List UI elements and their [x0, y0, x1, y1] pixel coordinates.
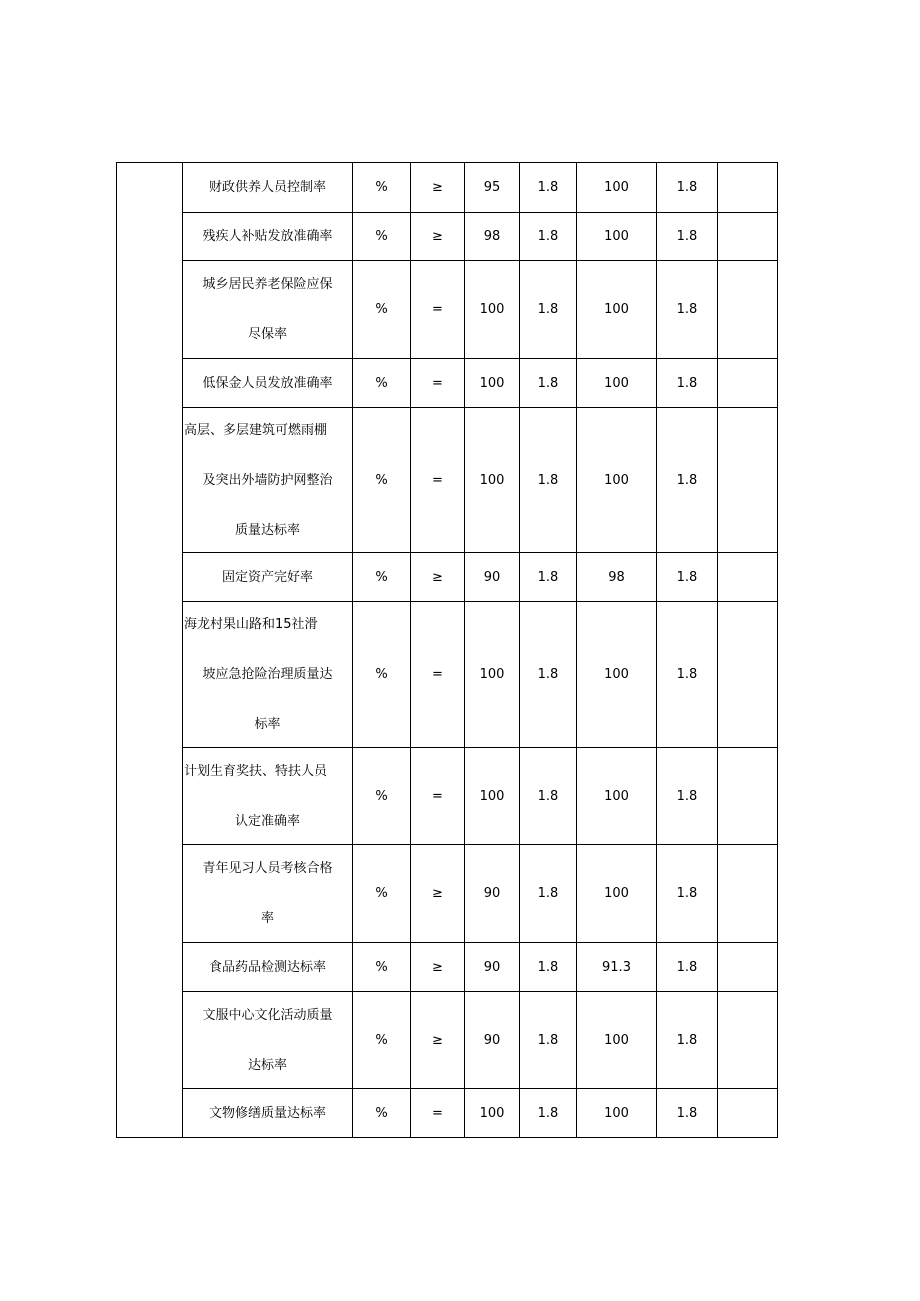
actual-value-cell: 100 — [577, 602, 657, 748]
target-value-cell: 100 — [465, 602, 520, 748]
weight-cell: 1.8 — [520, 408, 577, 553]
score-cell: 1.8 — [657, 748, 718, 845]
indicator-name-line: 青年见习人员考核合格 — [202, 861, 333, 876]
indicator-name-cell — [183, 845, 353, 943]
table-row — [117, 602, 778, 748]
indicator-table — [116, 162, 778, 1138]
target-value-cell: 90 — [465, 845, 520, 943]
remark-cell — [718, 163, 778, 213]
remark-cell — [718, 602, 778, 748]
indicator-name-cell — [183, 408, 353, 553]
indicator-name-line: 城乡居民养老保险应保 — [202, 277, 333, 292]
table-row — [117, 261, 778, 359]
indicator-name-cell — [183, 748, 353, 845]
indicator-name-cell — [183, 213, 353, 261]
weight-cell: 1.8 — [520, 359, 577, 408]
table-row — [117, 553, 778, 602]
score-cell: 1.8 — [657, 213, 718, 261]
target-value-cell: 100 — [465, 748, 520, 845]
unit-cell: % — [353, 408, 411, 553]
table-row — [117, 748, 778, 845]
table-body — [117, 163, 778, 1138]
actual-value-cell: 100 — [577, 163, 657, 213]
unit-cell: % — [353, 845, 411, 943]
indicator-name-line: 认定准确率 — [234, 813, 300, 829]
actual-value-cell: 91.3 — [577, 943, 657, 992]
table-row — [117, 845, 778, 943]
indicator-name-cell — [183, 992, 353, 1089]
category-cell — [117, 163, 183, 1138]
unit-cell: % — [353, 992, 411, 1089]
unit-cell: % — [353, 359, 411, 408]
weight-cell: 1.8 — [520, 602, 577, 748]
indicator-name-cell — [183, 1089, 353, 1138]
actual-value-cell: 100 — [577, 845, 657, 943]
remark-cell — [718, 845, 778, 943]
unit-cell: % — [353, 261, 411, 359]
table-row — [117, 943, 778, 992]
indicator-name-line: 食品药品检测达标率 — [208, 959, 326, 975]
remark-cell — [718, 261, 778, 359]
operator-cell: ≥ — [411, 943, 465, 992]
weight-cell: 1.8 — [520, 748, 577, 845]
indicator-name-line: 固定资产完好率 — [221, 569, 313, 585]
target-value-cell: 98 — [465, 213, 520, 261]
operator-cell: = — [411, 261, 465, 359]
weight-cell: 1.8 — [520, 992, 577, 1089]
indicator-name-line: 标率 — [254, 717, 281, 732]
indicator-name-line: 率 — [260, 911, 274, 926]
operator-cell: = — [411, 748, 465, 845]
indicator-name-cell — [183, 359, 353, 408]
actual-value-cell: 100 — [577, 748, 657, 845]
indicator-name-cell — [183, 943, 353, 992]
indicator-name-line: 海龙村果山路和15社滑 — [184, 617, 318, 632]
indicator-name-cell — [183, 553, 353, 602]
indicator-name-line: 及突出外墙防护网整治 — [202, 472, 333, 488]
remark-cell — [718, 943, 778, 992]
indicator-name-line: 尽保率 — [247, 327, 287, 342]
actual-value-cell: 100 — [577, 992, 657, 1089]
indicator-name-cell — [183, 602, 353, 748]
weight-cell: 1.8 — [520, 943, 577, 992]
weight-cell: 1.8 — [520, 845, 577, 943]
table-row — [117, 408, 778, 553]
score-cell: 1.8 — [657, 602, 718, 748]
unit-cell: % — [353, 1089, 411, 1138]
target-value-cell: 100 — [465, 261, 520, 359]
score-cell: 1.8 — [657, 992, 718, 1089]
indicator-name-line: 残疾人补贴发放准确率 — [202, 229, 333, 244]
table-row — [117, 1089, 778, 1138]
unit-cell: % — [353, 602, 411, 748]
remark-cell — [718, 553, 778, 602]
target-value-cell: 100 — [465, 1089, 520, 1138]
operator-cell: ≥ — [411, 553, 465, 602]
table-row — [117, 163, 778, 213]
unit-cell: % — [353, 748, 411, 845]
weight-cell: 1.8 — [520, 1089, 577, 1138]
indicator-name-cell — [183, 261, 353, 359]
score-cell: 1.8 — [657, 359, 718, 408]
indicator-name-line: 质量达标率 — [234, 522, 300, 538]
indicator-name-line: 文物修缮质量达标率 — [208, 1105, 326, 1121]
remark-cell — [718, 992, 778, 1089]
table-row — [117, 992, 778, 1089]
actual-value-cell: 100 — [577, 408, 657, 553]
table-row — [117, 359, 778, 408]
score-cell: 1.8 — [657, 408, 718, 553]
operator-cell: ≥ — [411, 213, 465, 261]
operator-cell: ≥ — [411, 163, 465, 213]
unit-cell: % — [353, 213, 411, 261]
weight-cell: 1.8 — [520, 163, 577, 213]
score-cell: 1.8 — [657, 553, 718, 602]
operator-cell: = — [411, 1089, 465, 1138]
remark-cell — [718, 213, 778, 261]
operator-cell: = — [411, 602, 465, 748]
actual-value-cell: 100 — [577, 213, 657, 261]
target-value-cell: 95 — [465, 163, 520, 213]
actual-value-cell: 100 — [577, 359, 657, 408]
target-value-cell: 90 — [465, 553, 520, 602]
weight-cell: 1.8 — [520, 553, 577, 602]
score-cell: 1.8 — [657, 163, 718, 213]
indicator-name-line: 坡应急抢险治理质量达 — [202, 667, 333, 682]
actual-value-cell: 100 — [577, 1089, 657, 1138]
target-value-cell: 100 — [465, 408, 520, 553]
remark-cell — [718, 408, 778, 553]
unit-cell: % — [353, 553, 411, 602]
weight-cell: 1.8 — [520, 213, 577, 261]
actual-value-cell: 98 — [577, 553, 657, 602]
indicator-name-line: 文服中心文化活动质量 — [202, 1007, 333, 1023]
table-row — [117, 213, 778, 261]
score-cell: 1.8 — [657, 261, 718, 359]
operator-cell: ≥ — [411, 992, 465, 1089]
indicator-name-line: 计划生育奖扶、特扶人员 — [184, 763, 328, 779]
indicator-name-line: 达标率 — [247, 1057, 287, 1073]
remark-cell — [718, 748, 778, 845]
remark-cell — [718, 359, 778, 408]
indicator-name-line: 高层、多层建筑可燃雨棚 — [184, 422, 328, 438]
unit-cell: % — [353, 943, 411, 992]
indicator-name-cell — [183, 163, 353, 213]
score-cell: 1.8 — [657, 1089, 718, 1138]
operator-cell: = — [411, 408, 465, 553]
score-cell: 1.8 — [657, 845, 718, 943]
operator-cell: = — [411, 359, 465, 408]
weight-cell: 1.8 — [520, 261, 577, 359]
target-value-cell: 90 — [465, 943, 520, 992]
indicator-name-line: 低保金人员发放准确率 — [202, 375, 333, 391]
indicator-name-line: 财政供养人员控制率 — [208, 180, 326, 195]
target-value-cell: 90 — [465, 992, 520, 1089]
actual-value-cell: 100 — [577, 261, 657, 359]
operator-cell: ≥ — [411, 845, 465, 943]
target-value-cell: 100 — [465, 359, 520, 408]
unit-cell: % — [353, 163, 411, 213]
score-cell: 1.8 — [657, 943, 718, 992]
remark-cell — [718, 1089, 778, 1138]
